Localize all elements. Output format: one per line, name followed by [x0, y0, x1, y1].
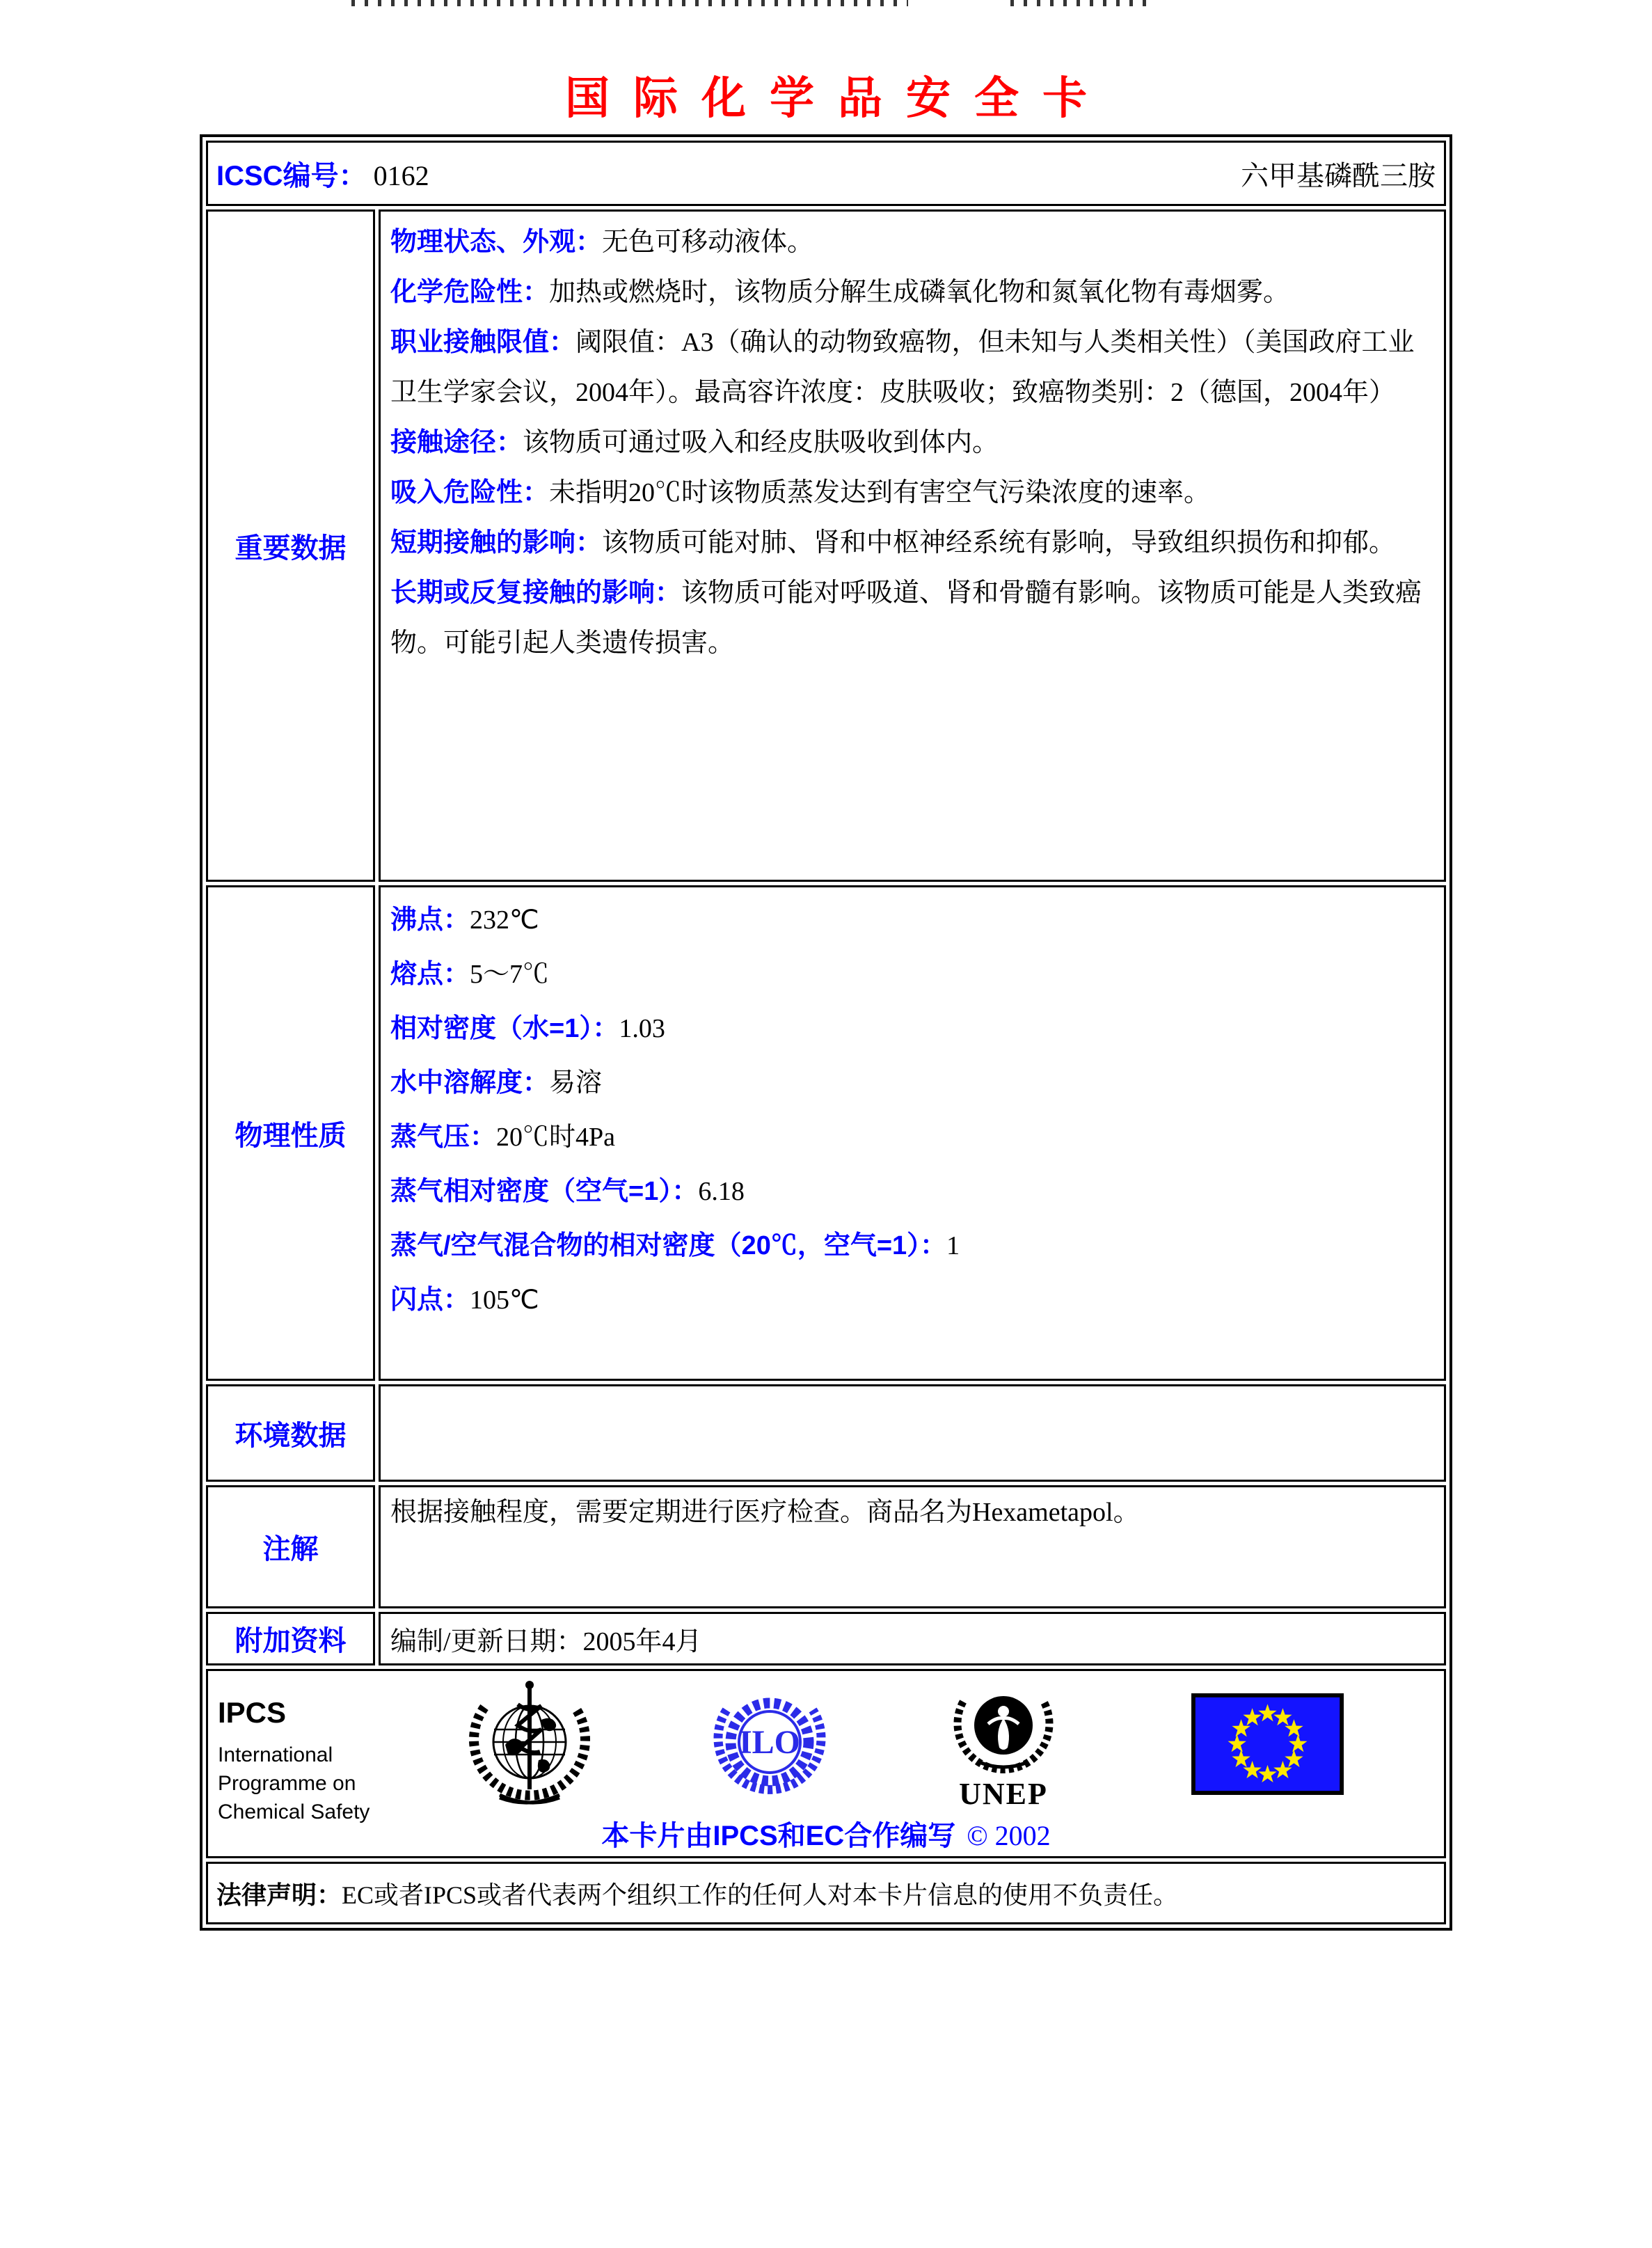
unep-label: UNEP [959, 1777, 1048, 1811]
section-label-physical-properties: 物理性质 [206, 885, 375, 1381]
section-label-environmental-data: 环境数据 [206, 1384, 375, 1482]
entry-label: 接触途径： [390, 428, 523, 457]
header-row [206, 141, 1446, 206]
icsc-number [216, 154, 429, 193]
clipped-text-remnant [351, 0, 908, 6]
property-label: 闪点： [390, 1285, 470, 1315]
property-value: 6.18 [698, 1177, 745, 1206]
legal-text: EC或者IPCS或者代表两个组织工作的任何人对本卡片信息的使用不负责任。 [342, 1881, 1179, 1909]
important-data-row [206, 209, 1446, 882]
entry-value: 阈限值：A3（确认的动物致癌物，但未知与人类相关性）（美国政府工业卫生学家会议，2004年）。最高容许浓度：皮肤吸收；致癌物类别：2（德国，2004年） [390, 328, 1415, 407]
property-value: 易溶 [549, 1068, 603, 1098]
property-label: 蒸气压： [390, 1123, 497, 1152]
section-label-notes: 注解 [206, 1485, 375, 1608]
clipped-text-remnant [1010, 0, 1146, 6]
ilo-letters: ILO [738, 1724, 801, 1761]
data-entry [390, 418, 1434, 468]
property-label: 蒸气相对密度（空气=1）： [390, 1177, 699, 1206]
legal-label: 法律声明： [216, 1880, 342, 1909]
property-label: 蒸气/空气混合物的相对密度（20℃，空气=1）： [390, 1231, 947, 1260]
data-entry [390, 568, 1434, 668]
property-value: 1 [946, 1231, 960, 1260]
section-label-additional-info: 附加资料 [206, 1612, 375, 1665]
property-value: 232℃ [470, 905, 539, 935]
unep-block [937, 1681, 1070, 1812]
entry-value: 未指明20℃时该物质蒸发达到有害空气污染浓度的速率。 [549, 478, 1211, 507]
section-content-physical-properties [379, 885, 1446, 1381]
data-entry [390, 518, 1434, 568]
entry-value: 该物质可能对呼吸道、肾和骨髓有影响。该物质可能是人类致癌物。可能引起人类遗传损害。 [390, 578, 1422, 658]
property-value: 1.03 [619, 1014, 665, 1043]
ilo-logo-icon [708, 1684, 831, 1809]
property-entry [390, 1273, 1434, 1327]
chemical-name: 六甲基磷酰三胺 [1241, 159, 1436, 191]
property-label: 水中溶解度： [390, 1068, 550, 1098]
section-content-notes [379, 1485, 1446, 1608]
property-entry [390, 1056, 1434, 1110]
property-entry [390, 1219, 1434, 1273]
additional-info-row [206, 1612, 1446, 1665]
section-content-additional-info [379, 1612, 1446, 1665]
property-value: 5～7℃ [470, 960, 550, 989]
safety-card-table [200, 134, 1452, 1931]
header-cell [206, 141, 1446, 206]
data-entry [390, 217, 1434, 267]
entry-value: 无色可移动液体。 [602, 228, 814, 257]
property-entry [390, 1110, 1434, 1164]
icsc-number-value: 0162 [373, 159, 429, 191]
entry-label: 短期接触的影响： [390, 528, 603, 557]
property-entry [390, 1002, 1434, 1056]
ipcs-subtitle-line: Programme on [218, 1772, 356, 1795]
legal-row [206, 1862, 1446, 1924]
entry-label: 化学危险性： [390, 278, 550, 307]
entry-label: 物理状态、外观： [390, 228, 603, 257]
section-label-important-data: 重要数据 [206, 209, 375, 882]
property-label: 相对密度（水=1）： [390, 1014, 619, 1043]
property-label: 熔点： [390, 960, 470, 989]
update-date-text: 编制/更新日期：2005年4月 [390, 1627, 702, 1656]
entry-label: 吸入危险性： [390, 478, 550, 507]
page-title: 国际化学品安全卡 [565, 73, 1111, 123]
unep-logo-icon [948, 1681, 1059, 1775]
copyright-text: © 2002 [967, 1820, 1051, 1851]
who-logo-icon [463, 1678, 596, 1814]
entry-label: 职业接触限值： [390, 328, 576, 357]
caption-text: 本卡片由IPCS和EC合作编写 [601, 1821, 956, 1851]
entry-value: 该物质可通过吸入和经皮肤吸收到体内。 [523, 428, 999, 457]
ipcs-block [218, 1696, 370, 1826]
property-label: 沸点： [390, 905, 470, 935]
entry-value: 该物质可能对肺、肾和中枢神经系统有影响，导致组织损伤和抑郁。 [602, 528, 1396, 557]
footer-caption [208, 1814, 1444, 1853]
data-entry [390, 317, 1434, 418]
physical-properties-row [206, 885, 1446, 1381]
entry-label: 长期或反复接触的影响： [390, 578, 682, 608]
data-entry [390, 267, 1434, 317]
ipcs-title: IPCS [218, 1696, 287, 1729]
environmental-data-row [206, 1384, 1446, 1482]
property-entry [390, 1164, 1434, 1219]
property-entry [390, 893, 1434, 947]
footer-cell [206, 1669, 1446, 1858]
footer-row [206, 1669, 1446, 1858]
ipcs-subtitle-line: Chemical Safety [218, 1800, 370, 1823]
property-value: 20℃时4Pa [496, 1123, 616, 1152]
property-entry [390, 947, 1434, 1002]
entry-value: 加热或燃烧时，该物质分解生成磷氧化物和氮氧化物有毒烟雾。 [549, 278, 1290, 307]
ipcs-subtitle-line: International [218, 1743, 333, 1766]
property-value: 105℃ [470, 1285, 539, 1315]
icsc-number-label: ICSC编号： [216, 160, 367, 191]
legal-cell [206, 1862, 1446, 1924]
notes-text: 根据接触程度，需要定期进行医疗检查。商品名为Hexametapol。 [390, 1498, 1140, 1527]
section-content-important-data [379, 209, 1446, 882]
notes-row [206, 1485, 1446, 1608]
eu-flag-icon [1191, 1693, 1344, 1795]
section-content-environmental-data [379, 1384, 1446, 1482]
data-entry [390, 468, 1434, 518]
